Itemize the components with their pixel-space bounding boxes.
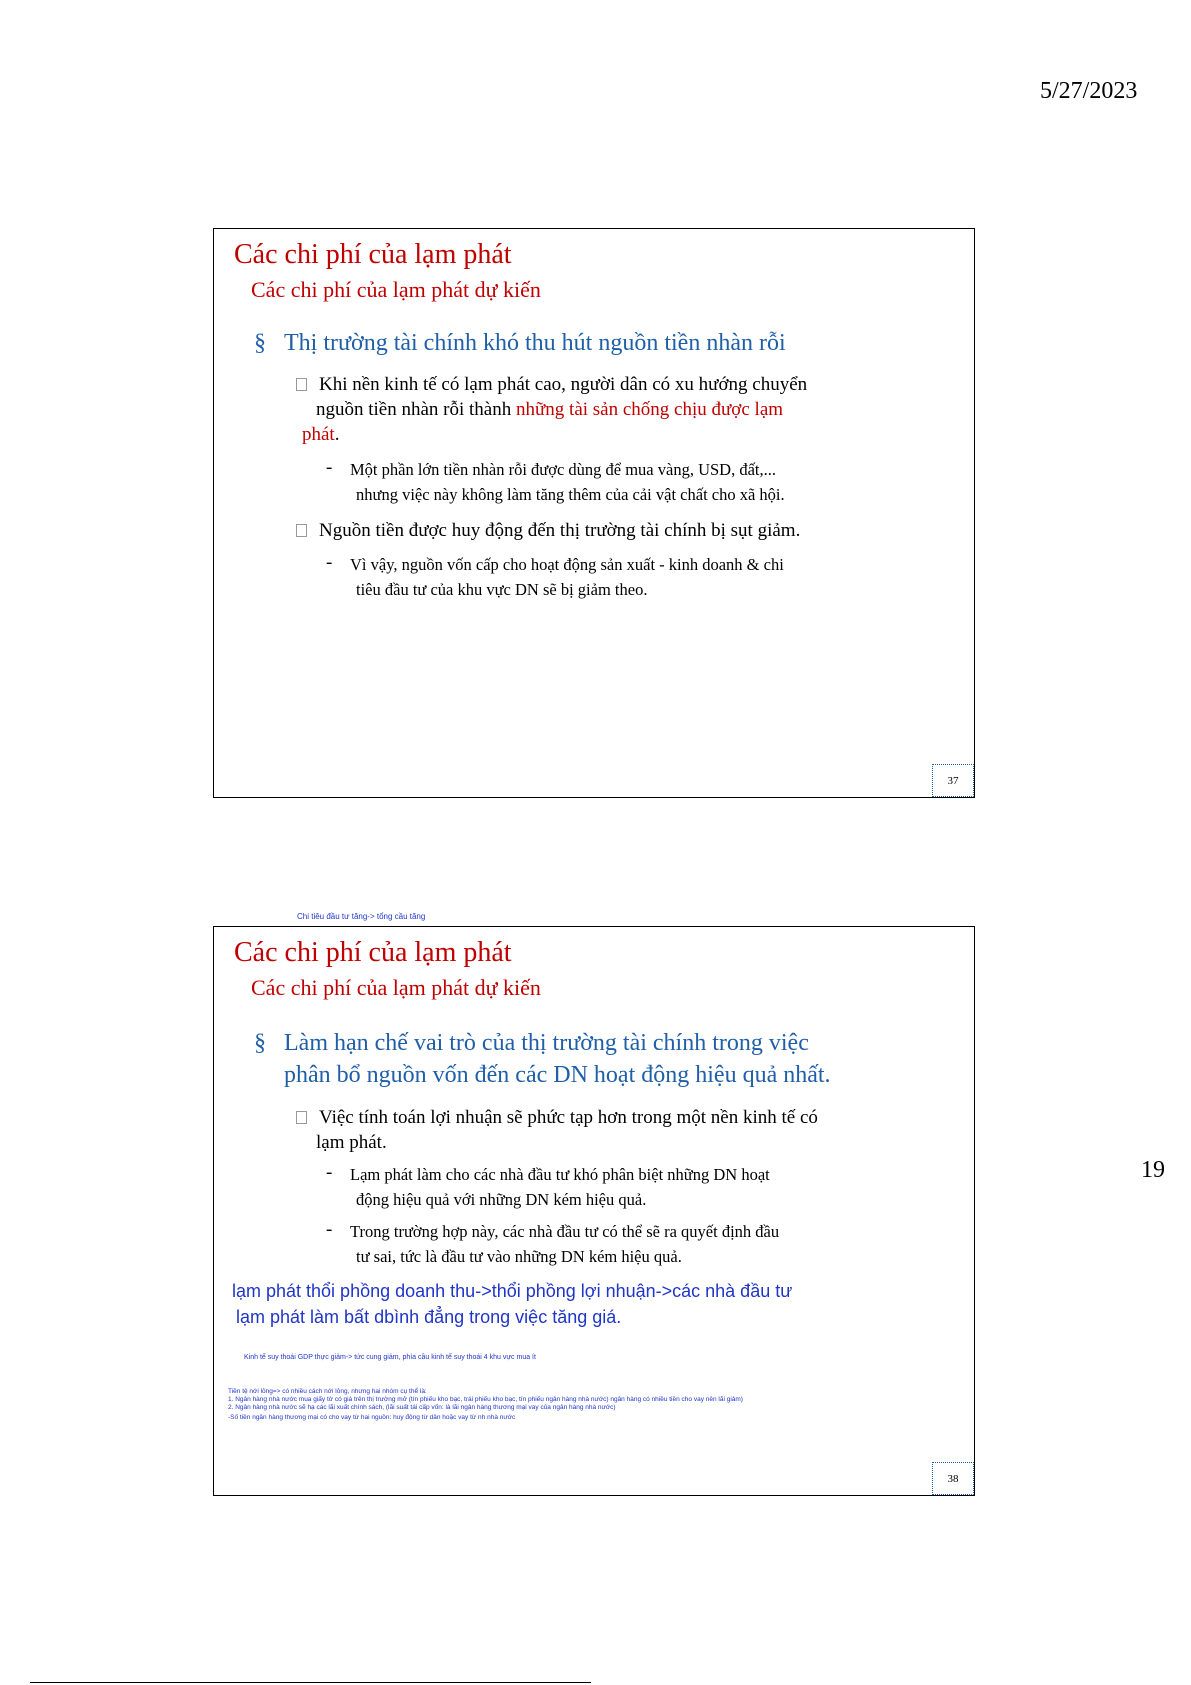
section-bullet-icon: § [254,1030,266,1056]
annotation-note: 1. Ngân hàng nhà nước mua giấy tờ có giá trên thị trường mở (tín phiếu kho bạc, trái phiếu kho bạc, tín phiếu ngân hàng nhà nước) ngân hàng có nhiều tiền cho vay nên lãi giảm) [228,1396,743,1403]
handwritten-note: Chi tiêu đầu tư tăng-> tổng cầu tăng [297,912,426,921]
annotation-note: lạm phát thổi phồng doanh thu->thổi phồng lợi nhuận->các nhà đầu tư [232,1281,793,1301]
slide-title: Các chi phí của lạm phát [234,937,512,968]
main-point: § Thị trường tài chính khó thu hút nguồn tiền nhàn rỗi [254,327,786,359]
dash-bullet-icon: - [326,1162,333,1183]
square-bullet-icon [296,378,307,391]
footer-divider [30,1682,591,1683]
slide-title: Các chi phí của lạm phát [234,239,512,270]
dash-bullet-icon: - [326,552,333,573]
annotation-note: Kinh tế suy thoái GDP thực giảm-> tức cung giảm, phía cầu kinh tế suy thoái 4 khu vực mua ít [244,1354,536,1361]
dash-bullet-icon: - [326,1219,333,1240]
sub-point: Khi nền kinh tế có lạm phát cao, người dân có xu hướng chuyển nguồn tiền nhàn rỗi thành những tài sản chống chịu được lạm phát. [292,372,807,447]
dash-bullet-icon: - [326,457,333,478]
slide-37 [213,228,975,798]
section-bullet-icon: § [254,330,266,356]
slide-38 [213,926,975,1496]
dash-point: - Trong trường hợp này, các nhà đầu tư có thể sẽ ra quyết định đầu tư sai, tức là đầu tư vào những DN kém hiệu quả. [326,1219,780,1266]
sub-point: Việc tính toán lợi nhuận sẽ phức tạp hơn trong một nền kinh tế có lạm phát. [292,1105,818,1155]
slide-subtitle: Các chi phí của lạm phát dự kiến [251,277,541,302]
square-bullet-icon [296,524,307,537]
slide-number: 37 [932,764,974,797]
slide-subtitle: Các chi phí của lạm phát dự kiến [251,975,541,1000]
main-point: § Làm hạn chế vai trò của thị trường tài chính trong việc phân bổ nguồn vốn đến các DN hoạt động hiệu quả nhất. [254,1027,831,1091]
annotation-note: lạm phát làm bất dbình đẳng trong việc tăng giá. [236,1307,622,1327]
slide-number: 38 [932,1462,974,1495]
sub-point: Nguồn tiền được huy động đến thị trường tài chính bị sụt giảm. [292,518,800,543]
dash-point: - Lạm phát làm cho các nhà đầu tư khó phân biệt những DN hoạt động hiệu quả với những DN kém hiệu quả. [326,1162,770,1209]
annotation-note: -Số tiền ngân hàng thương mại có cho vay từ hai nguồn: huy động từ dân hoặc vay từ nh nhà nước [228,1414,516,1421]
dash-point: - Một phần lớn tiền nhàn rỗi được dùng để mua vàng, USD, đất,... nhưng việc này không làm tăng thêm của cải vật chất cho xã hội. [326,457,785,504]
annotation-note: 2. Ngân hàng nhà nước sẽ hạ các lãi xuất chính sách, (lãi suất tái cấp vốn: là lãi ngân hàng thương mại vay của ngân hàng nhà nước) [228,1404,616,1411]
square-bullet-icon [296,1111,307,1124]
annotation-note: Tiền tệ nới lỏng=> có nhiều cách nới lỏng, nhưng hai nhóm cụ thể là: [228,1388,427,1395]
header-date: 5/27/2023 [1040,78,1138,104]
dash-point: - Vì vậy, nguồn vốn cấp cho hoạt động sản xuất - kinh doanh & chi tiêu đầu tư của khu vực DN sẽ bị giảm theo. [326,552,784,599]
page-number: 19 [1141,1157,1165,1183]
